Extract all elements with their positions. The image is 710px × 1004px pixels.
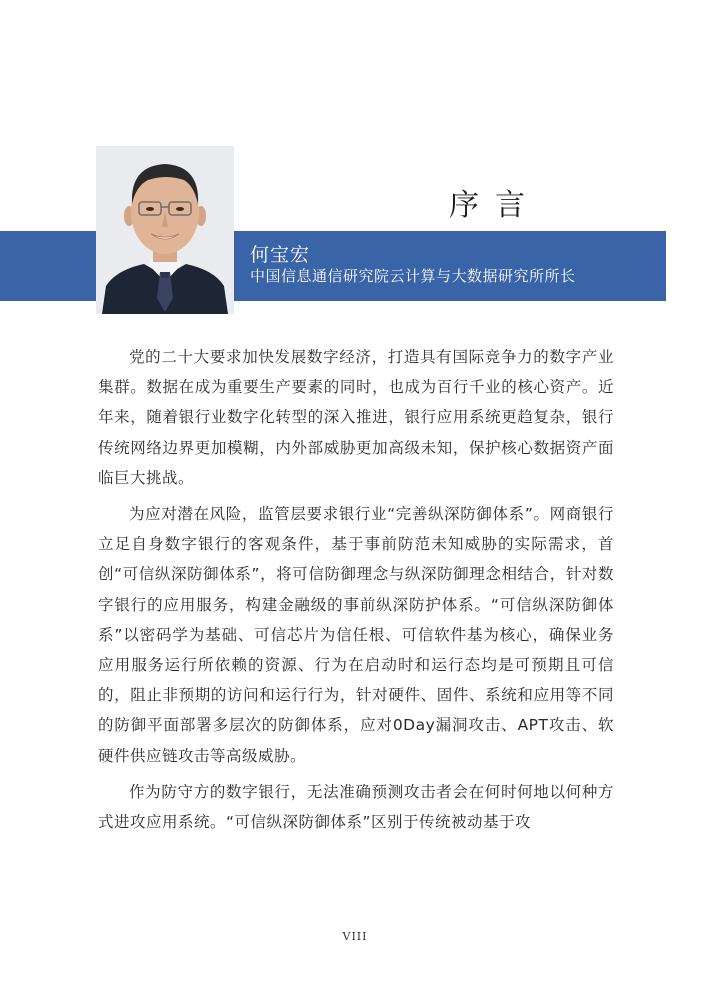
page-title: 序言 [449,188,541,223]
page-number: VIII [342,930,368,943]
preface-body [98,342,614,843]
author-title: 中国信息通信研究院云计算与大数据研究所所长 [250,267,576,285]
author-name: 何宝宏 [250,244,311,266]
author-portrait [96,146,234,314]
paragraph: 作为防守方的数字银行，无法准确预测攻击者会在何时何地以何种方式进攻应用系统。“可信纵深防御体系”区别于传统被动基于攻 [98,782,614,832]
paragraph: 党的二十大要求加快发展数字经济，打造具有国际竞争力的数字产业集群。数据在成为重要生产要素的同时，也成为百行千业的核心资产。近年来，随着银行业数字化转型的深入推进，银行应用系统更趋复杂，银行传统网络边界更加模糊，内外部威胁更加高级未知，保护核心数据资产面临巨大挑战。 [98,348,614,487]
paragraph: 为应对潜在风险，监管层要求银行业“完善纵深防御体系”。网商银行立足自身数字银行的客观条件，基于事前防范未知威胁的实际需求，首创“可信纵深防御体系”，将可信防御理念与纵深防御理念相结合，针对数字银行的应用服务，构建金融级的事前纵深防护体系。“可信纵深防御体系”以密码学为基础、可信芯片为信任根、可信软件基为核心，确保业务应用服务运行所依赖的资源、行为在启动时和运行态均是可预期且可信的，阻止非预期的访问和运行行为，针对硬件、固件、系统和应用等不同的防御平面部署多层次的防御体系，应对0Day漏洞攻击、APT攻击、软硬件供应链攻击等高级威胁。 [98,505,614,765]
